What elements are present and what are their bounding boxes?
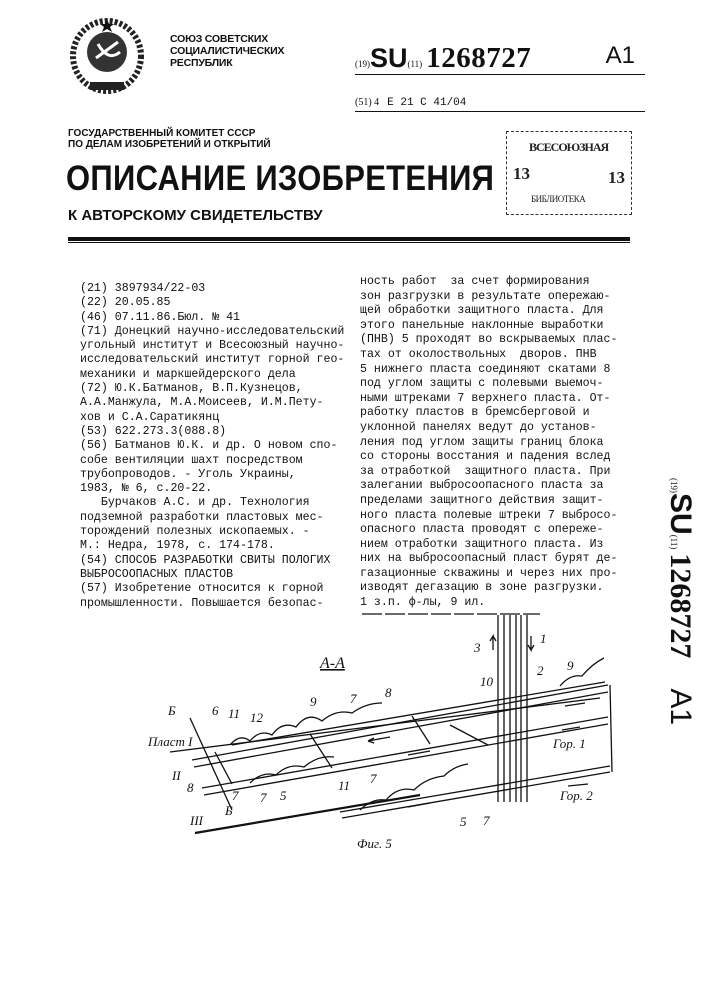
seam-label: Пласт I — [147, 734, 193, 749]
ussr-emblem — [68, 18, 146, 96]
abstract-line: уклонной панелях ведут до установ- — [360, 421, 617, 436]
biblio-line: Бурчаков А.С. и др. Технология — [80, 496, 344, 510]
section-label: А-А — [319, 655, 345, 672]
header-divider — [68, 237, 630, 241]
kind-code: A1 — [606, 42, 635, 70]
abstract-line: изводят дегазацию в зоне разгрузки. — [360, 581, 617, 596]
stamp-number: 13 — [513, 164, 530, 184]
patent-number: 1268727 — [426, 42, 531, 74]
figure-5-drawing — [0, 600, 707, 870]
abstract-line: 1 з.п. ф-лы, 9 ил. — [360, 596, 617, 611]
biblio-line: механики и маркшейдерского дела — [80, 368, 344, 382]
biblio-line: (71) Донецкий научно-исследовательский — [80, 325, 344, 339]
abstract-line: них на выбросоопасный пласт бурят де- — [360, 552, 617, 567]
document-subtitle: К АВТОРСКОМУ СВИДЕТЕЛЬСТВУ — [68, 207, 323, 224]
kind-code: A1 — [664, 688, 697, 725]
abstract-line: этого панельные наклонные выработки — [360, 319, 617, 334]
level-label: Гор. 2 — [559, 788, 593, 803]
inid-11: (11) — [669, 535, 679, 550]
country-line: СОЦИАЛИСТИЧЕСКИХ — [170, 45, 284, 57]
country-name — [170, 33, 284, 69]
abstract-line: (ПНВ) 5 проходят во вскрываемых плас- — [360, 333, 617, 348]
ref-number: 8 — [187, 780, 194, 795]
committee-line: ГОСУДАРСТВЕННЫЙ КОМИТЕТ СССР — [68, 128, 271, 139]
country-code: SU — [370, 43, 408, 73]
biblio-line: хов и С.А.Саратикянц — [80, 411, 344, 425]
inid-11: (11) — [408, 59, 423, 69]
library-stamp — [506, 131, 632, 215]
header-divider — [68, 242, 630, 243]
figure-caption: Фиг. 5 — [357, 836, 392, 851]
abstract-line: зон разгрузки в результате опережаю- — [360, 290, 617, 305]
seam-label: II — [171, 768, 181, 783]
level-label: Гор. 1 — [552, 736, 586, 751]
abstract-line: опасного пласта проводят с опереже- — [360, 523, 617, 538]
biblio-line: (22) 20.05.85 — [80, 296, 344, 310]
ref-number: 10 — [480, 674, 494, 689]
biblio-line: (72) Ю.К.Батманов, В.П.Кузнецов, — [80, 382, 344, 396]
biblio-line: (56) Батманов Ю.К. и др. О новом спо- — [80, 439, 344, 453]
ref-number: 9 — [310, 694, 317, 709]
ref-number: 6 — [212, 703, 219, 718]
section-mark: Б — [224, 803, 233, 818]
ref-number: 11 — [228, 706, 240, 721]
abstract-line: со стороны восстания и падения вслед — [360, 450, 617, 465]
biblio-line: 1983, № 6, с.20-22. — [80, 482, 344, 496]
abstract-line: нием отработки защитного пласта. Из — [360, 538, 617, 553]
biblio-line: ВЫБРОСООПАСНЫХ ПЛАСТОВ — [80, 568, 344, 582]
country-line: РЕСПУБЛИК — [170, 57, 284, 69]
ref-number: 12 — [250, 710, 264, 725]
abstract-line: ного пласта полевые штреки 7 выбросо- — [360, 509, 617, 524]
ref-number: 1 — [540, 631, 547, 646]
committee-line: ПО ДЕЛАМ ИЗОБРЕТЕНИЙ И ОТКРЫТИЙ — [68, 139, 271, 150]
abstract-line: работку пластов в бремсберговой и — [360, 406, 617, 421]
biblio-line: М.: Недра, 1978, с. 174-178. — [80, 539, 344, 553]
ref-number: 7 — [483, 813, 490, 828]
biblio-line: исследовательский институт горной гео- — [80, 353, 344, 367]
biblio-line: трубопроводов. - Уголь Украины, — [80, 468, 344, 482]
ref-number: 5 — [280, 788, 287, 803]
stamp-text: ВСЕСОЮЗНАЯ — [529, 140, 608, 155]
bibliographic-column — [80, 282, 344, 611]
abstract-column — [360, 275, 617, 611]
abstract-line: тах от околоствольных дворов. ПНВ — [360, 348, 617, 363]
ipc-label: (51) 4 — [355, 97, 379, 108]
patent-number-block — [355, 42, 645, 75]
ref-number: 7 — [260, 790, 267, 805]
ref-number: 7 — [350, 691, 357, 706]
ref-number: 2 — [537, 663, 544, 678]
abstract-line: щей обработки защитного пласта. Для — [360, 304, 617, 319]
biblio-line: промышленности. Повышается безопас- — [80, 597, 344, 611]
abstract-line: пределами защитного действия защит- — [360, 494, 617, 509]
abstract-line: 5 нижнего пласта соединяют скатами 8 — [360, 363, 617, 378]
seam-label: III — [189, 813, 204, 828]
biblio-line: (21) 3897934/22-03 — [80, 282, 344, 296]
biblio-line: (46) 07.11.86.Бюл. № 41 — [80, 311, 344, 325]
patent-number: 1268727 — [664, 553, 697, 658]
ref-number: 5 — [460, 814, 467, 829]
inid-19: (19) — [669, 478, 679, 493]
stamp-text: БИБЛИОТЕКА — [531, 194, 585, 204]
country-line: СОЮЗ СОВЕТСКИХ — [170, 33, 284, 45]
biblio-line: А.А.Манжула, М.А.Моисеев, И.М.Пету- — [80, 396, 344, 410]
ref-number: 7 — [232, 788, 239, 803]
inid-19: (19) — [355, 59, 370, 69]
biblio-line: подземной разработки пластовых мес- — [80, 511, 344, 525]
ref-number: 8 — [385, 685, 392, 700]
country-code: SU — [664, 493, 697, 535]
abstract-line: ления под углом защиты границ блока — [360, 436, 617, 451]
abstract-line: залегании выбросоопасного пласта за — [360, 479, 617, 494]
abstract-line: под углом защиты с полевыми выемоч- — [360, 377, 617, 392]
ipc-classification — [355, 97, 645, 112]
abstract-line: ными штреками 7 верхнего пласта. От- — [360, 392, 617, 407]
ref-number: 11 — [338, 778, 350, 793]
stamp-number: 13 — [608, 168, 625, 188]
biblio-line: собе вентиляции шахт посредством — [80, 454, 344, 468]
abstract-line: за отработкой защитного пласта. При — [360, 465, 617, 480]
document-title: ОПИСАНИЕ ИЗОБРЕТЕНИЯ — [66, 158, 494, 199]
ref-number: 3 — [473, 640, 481, 655]
biblio-line: торождений полезных ископаемых. - — [80, 525, 344, 539]
abstract-line: ность работ за счет формирования — [360, 275, 617, 290]
biblio-line: (57) Изобретение относится к горной — [80, 582, 344, 596]
ref-number: 7 — [370, 771, 377, 786]
ipc-code: E 21 C 41/04 — [387, 97, 466, 109]
biblio-line: (54) СПОСОБ РАЗРАБОТКИ СВИТЫ ПОЛОГИХ — [80, 554, 344, 568]
ref-number: 9 — [567, 658, 574, 673]
biblio-line: угольный институт и Всесоюзный научно- — [80, 339, 344, 353]
section-mark: Б — [167, 703, 176, 718]
abstract-line: газационные скважины и через них про- — [360, 567, 617, 582]
biblio-line: (53) 622.273.3(088.8) — [80, 425, 344, 439]
committee-name — [68, 128, 271, 150]
